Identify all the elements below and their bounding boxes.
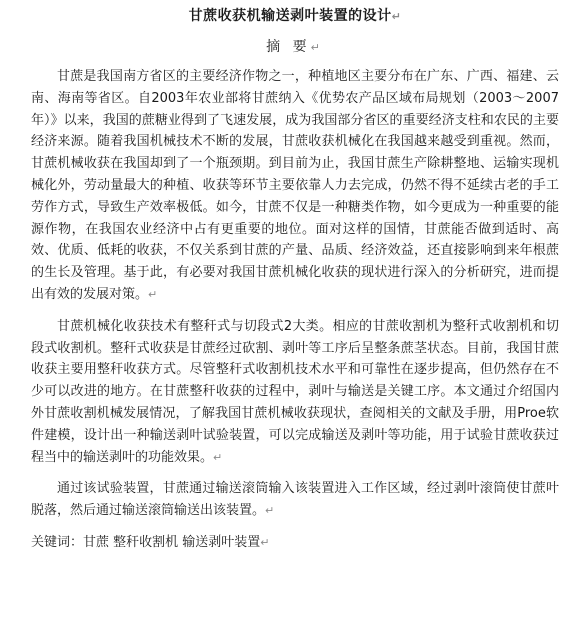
paragraph-text: 甘蔗机械化收获技术有整秆式与切段式2大类。相应的甘蔗收割机为整秆式收割机和切段式收割机。整秆式收获是甘蔗经过砍割、剥叶等工序后呈整条蔗茎状态。目前，我国甘蔗收获主要用整秆收获方式。尽管整秆式收割机技术水平和可靠性在逐步提高，但仍然存在不少可以改进的地方。在甘蔗整秆收获的过程中，剥叶与输送是关键工序。本文通过介绍国内外甘蔗收割机械发展情况，了解我国甘蔗机械收获现状，查阅相关的文献及手册，用Proe软件建模，设计出一种输送剥叶试验装置，可以完成输送及剥叶等功能，用于试验甘蔗收获过程当中的输送剥叶的功能效果。 <box>31 318 559 465</box>
abstract-heading <box>31 37 559 58</box>
abstract-paragraph-3 <box>31 478 559 522</box>
keywords-line <box>31 532 559 554</box>
abstract-paragraph-1 <box>31 66 559 306</box>
abstract-paragraph-2 <box>31 316 559 469</box>
paragraph-text: 甘蔗是我国南方省区的主要经济作物之一，种植地区主要分布在广东、广西、福建、云南、海南等省区。自2003年农业部将甘蔗纳入《优势农产品区域布局规划（2003～2007年）》以来，我国的蔗糖业得到了飞速发展，成为我国部分省区的重要经济支柱和农民的主要经济来源。随着我国机械技术不断的发展，甘蔗收获机械化在我国越来越受到重视。然而，甘蔗机械收获在我国却到了一个瓶颈期。到目前为止，我国甘蔗生产除耕整地、运输实现机械化外，劳动量最大的种植、收获等环节主要依靠人力去完成，仍然不得不延续古老的手工劳作方式，导致生产效率极低。如今，甘蔗不仅是一种糖类作物，如今更成为一种重要的能源作物，在我国农业经济中占有更重要的地位。面对这样的国情，甘蔗能否做到适时、高效、优质、低耗的收获，不仅关系到甘蔗的产量、品质、经济效益，还直接影响到来年根蔗的生长及管理。基于此，有必要对我国甘蔗机械化收获的现状进行深入的分析研究，进而提出有效的发展对策。 <box>31 69 559 302</box>
title-text: 甘蔗收获机输送剥叶装置的设计 <box>188 8 392 24</box>
keywords-text: 关键词：甘蔗 整秆收割机 输送剥叶装置 <box>31 534 261 550</box>
paragraph-text: 通过该试验装置，甘蔗通过输送滚筒输入该装置进入工作区域，经过剥叶滚筒使甘蔗叶脱落，然后通过输送滚筒输送出该装置。 <box>31 481 559 519</box>
paragraph-mark-icon: ↵ <box>148 287 158 301</box>
document-title <box>31 6 559 27</box>
paragraph-mark-icon: ↵ <box>265 504 275 518</box>
paragraph-mark-icon: ↵ <box>260 535 270 549</box>
paragraph-mark-icon: ↵ <box>391 10 402 23</box>
paragraph-mark-icon: ↵ <box>310 41 324 54</box>
abstract-heading-text: 摘 要 <box>266 39 311 55</box>
paragraph-mark-icon: ↵ <box>213 450 223 464</box>
